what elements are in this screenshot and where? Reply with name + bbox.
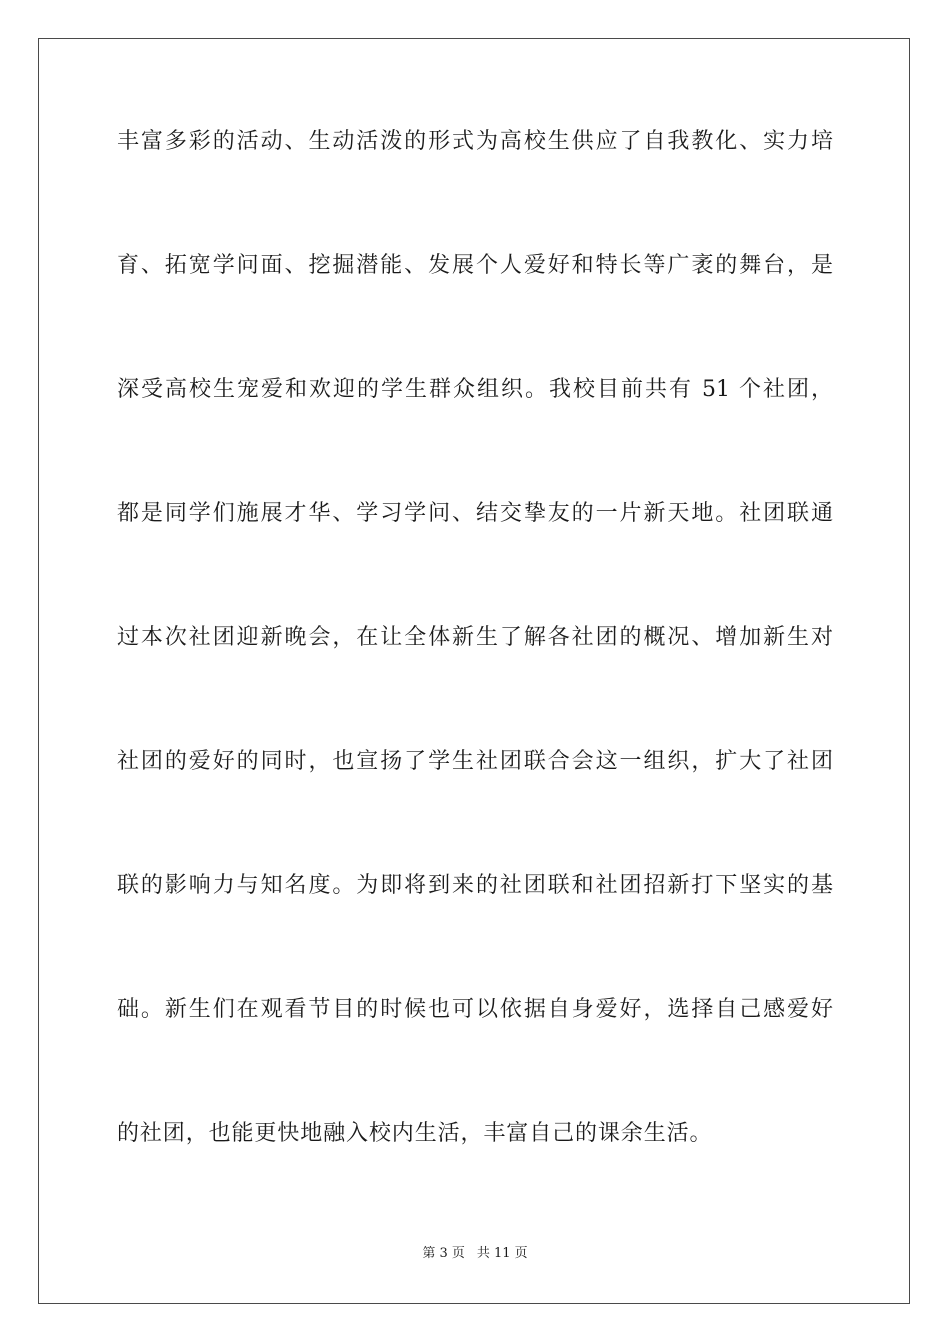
paragraph-line: 社团的爱好的同时，也宣扬了学生社团联合会这一组织，扩大了社团 [117,749,833,774]
paragraph-line-last: 的社团，也能更快地融入校内生活，丰富自己的课余生活。 [117,1121,713,1146]
paragraph-line: 础。新生们在观看节目的时候也可以依据自身爱好，选择自己感爱好 [117,997,833,1022]
paragraph [117,130,833,1246]
paragraph-line: 联的影响力与知名度。为即将到来的社团联和社团招新打下坚实的基 [117,873,833,898]
paragraph-line: 丰富多彩的活动、生动活泼的形式为高校生供应了自我教化、实力培 [117,129,833,154]
page-total: 共 11 页 [476,1246,528,1261]
paragraph-line: 过本次社团迎新晚会，在让全体新生了解各社团的概况、增加新生对 [117,625,833,650]
paragraph-line: 育、拓宽学问面、挖掘潜能、发展个人爱好和特长等广袤的舞台，是 [117,253,833,278]
page-footer [0,1246,950,1262]
paragraph-line: 都是同学们施展才华、学习学问、结交挚友的一片新天地。社团联通 [117,501,833,526]
page-number: 第 3 页 [422,1246,465,1261]
paragraph-line: 深受高校生宠爱和欢迎的学生群众组织。我校目前共有 51 个社团， [117,377,833,402]
